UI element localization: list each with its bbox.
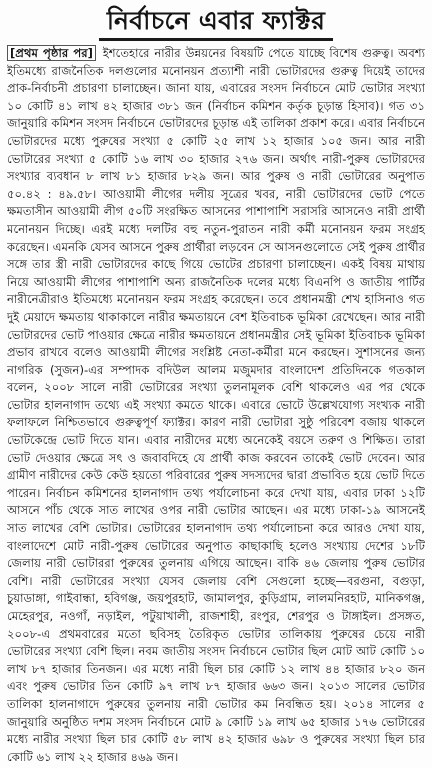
- article-body-text: ইশতেহারে নারীর উন্নয়নের বিষয়টি পেতে যাচ্ছে বিশেষ গুরুত্ব। অবশ্য ইতিমধ্যে রাজনৈতিক দলগুলোর মনোনয়ন প্রত্যাশী নারী ভোটারদের গুরুত্ব দিয়েই তাদের প্রাক-নির্বাচনী প্রচারণা চালাচ্ছেন। জানা যায়, এবারের সংসদ নির্বাচনে মোট ভোটার সংখ্যা ১০ কোটি ৪১ লাখ ৪২ হাজার ৩৮১ জন (নির্বাচন কমিশন কর্তৃক চূড়ান্ত হিসাব)। গত ৩১ জানুয়ারি কমিশন সংসদ নির্বাচনে ভোটারদের চূড়ান্ত এই তালিকা প্রকাশ করে। এবার নির্বাচনে ভোটারদের মধ্যে পুরুষের সংখ্যা ৫ কোটি ২৫ লাখ ১২ হাজার ১০৫ জন। আর নারী ভোটারের সংখ্যা ৫ কোটি ১৬ লাখ ৩০ হাজার ২৭৬ জন। অর্থাৎ নারী-পুরুষ ভোটারদের সংখ্যার ব্যবধান ৮ লাখ ৮১ হাজার ৮২৯ জন। আর পুরুষ ও নারী ভোটারের অনুপাত ৫০.৪২ : ৪৯.৫৮। আওয়ামী লীগের দলীয় সূত্রের খবর, নারী ভোটারদের ভোট পেতে ক্ষমতাসীন আওয়ামী লীগ ৫০টি সংরক্ষিত আসনের পাশাপাশি সরাসরি আসনেও নারী প্রার্থী মনোনয়ন দিচ্ছে। এরই মধ্যে দলটির বহু নতুন-পুরাতন নারী কর্মী মনোনয়ন ফরম সংগ্রহ করেছেন। এমনকি যেসব আসনে পুরুষ প্রার্থীরা লড়বেন সে আসনগুলোতে সেই পুরুষ প্রার্থীর সঙ্গে তার স্ত্রী নারী ভোটারদের কাছে গিয়ে ভোটের প্রচারণা চালাচ্ছেন। একই বিষয় মাথায় নিয়ে আওয়ামী লীগের পাশাপাশি অন্য রাজনৈতিক দলের মধ্যে বিএনপি ও জাতীয় পার্টির নারীনেত্রীরাও ইতিমধ্যে মনোনয়ন ফরম সংগ্রহ করেছেন। তবে প্রধানমন্ত্রী শেখ হাসিনাও গত দুই মেয়াদে ক্ষমতায় থাকাকালে নারীর ক্ষমতায়নে বেশ ইতিবাচক ভূমিকা রেখেছেন। আর নারী ভোটারদের ভোট পাওয়ার ক্ষেত্রে নারীর ক্ষমতায়নে প্রধানমন্ত্রীর সেই ভূমিকা ইতিবাচক ভূমিকা প্রভাব রাখবে বলেও আওয়ামী লীগের সংশ্লিষ্ট নেতা-কর্মীরা মনে করছেন। সুশাসনের জন্য নাগরিক (সুজন)-এর সম্পাদক বদিউল আলম মজুমদার বাংলাদেশ প্রতিদিনকে গতকাল বলেন, ২০০৮ সালে নারী ভোটারের সংখ্যা তুলনামূলক বেশি থাকলেও এর পর থেকে ভোটার হালনাগাদ তথ্যে এই সংখ্যা কমতে থাকে। এবারে ভোটে উল্লেখযোগ্য সংখ্যক নারী ফলাফলে নিশ্চিতভাবে গুরুত্বপূর্ণ ফ্যাক্টর। কারণ নারী ভোটারা সুষ্ঠু পরিবেশ বজায় থাকলে ভোটকেন্দ্রে ভোট দিতে যান। এবার নারীদের মধ্যে অনেকেই বয়সে তরুণ ও শিক্ষিত। তারা ভোট দেওয়ার ক্ষেত্রে সৎ ও জবাবদিহে যে প্রার্থী কাজ করবেন তাকেই ভোট দেবেন। আর গ্রামীণ নারীদের কেউ কেউ হয়তো পরিবারের পুরুষ সদস্যদের দ্বারা প্রভাবিত হয়ে ভোট দিতে পারেন। নির্বাচন কমিশনের হালনাগাদ তথ্য পর্যালোচনা করে দেখা যায়, এবার ঢাকা ১২টি আসনে পাঁচ থেকে সাত লাখের ওপর নারী ভোটার আছেন। এর মধ্যে ঢাকা-১৯ আসনেই সাত লাখের বেশি ভোটার। ভোটারের হালনাগাদ তথ্য পর্যালোচনা করে আরও দেখা যায়, বাংলাদেশে মোট নারী-পুরুষ ভোটারের অনুপাত কাছাকাছি হলেও সংখ্যায় দেশের ১৮টি জেলায় নারী ভোটাররা পুরুষের তুলনায় এগিয়ে আছেন। বাকি ৪৬ জেলায় পুরুষ ভোটার বেশি। নারী ভোটারের সংখ্যা যেসব জেলায় বেশি সেগুলো হচ্ছে—বরগুনা, বগুড়া, চুয়াডাঙ্গা, গাইবান্ধা, হবিগঞ্জ, জয়পুরহাট, জামালপুর, কুড়িগ্রাম, লালমনিরহাট, মানিকগঞ্জ, মেহেরপুর, নওগাঁ, নড়াইল, পটুয়াখালী, রাজশাহী, রংপুর, শেরপুর ও টাঙ্গাইল। প্রসঙ্গত, ২০০৮-এ প্রথমবারের মতো ছবিসহ তৈরিকৃত ভোটার তালিকায় পুরুষের চেয়ে নারী ভোটারের সংখ্যা বেশি ছিল। নবম জাতীয় সংসদ নির্বাচনে ভোটার ছিল মোট আট কোটি ১০ লাখ ৮৭ হাজার তিনজন। এর মধ্যে নারী ছিল চার কোটি ১২ লাখ ৪৪ হাজার ৮২০ জন এবং পুরুষ ভোটার তিন কোটি ৯৭ লাখ ৮৭ হাজার ৬৬৩ জন। ২০১৩ সালের ভোটার তালিকা হালনাগাদে পুরুষের তুলনায় নারী ভোটার কম নিবন্ধিত হয়। ২০১৪ সালের ৫ জানুয়ারি অনুষ্ঠিত দশম সংসদ নির্বাচনে মোট ৯ কোটি ১৯ লাখ ৬৫ হাজার ১৭৬ ভোটারের মধ্যে নারীর সংখ্যা ছিল চার কোটি ৫৮ লাখ ৪২ হাজার ৬৯৮ ও পুরুষের সংখ্যা ছিল চার কোটি ৬১ লাখ ২২ হাজার ৪৬৯ জন।: [7, 46, 425, 764]
- headline-container: [7, 6, 425, 41]
- continuation-label: [প্রথম পৃষ্ঠার পর]: [7, 45, 96, 61]
- article-body: [7, 45, 425, 769]
- headline: নির্বাচনে এবার ফ্যাক্টর: [99, 6, 333, 41]
